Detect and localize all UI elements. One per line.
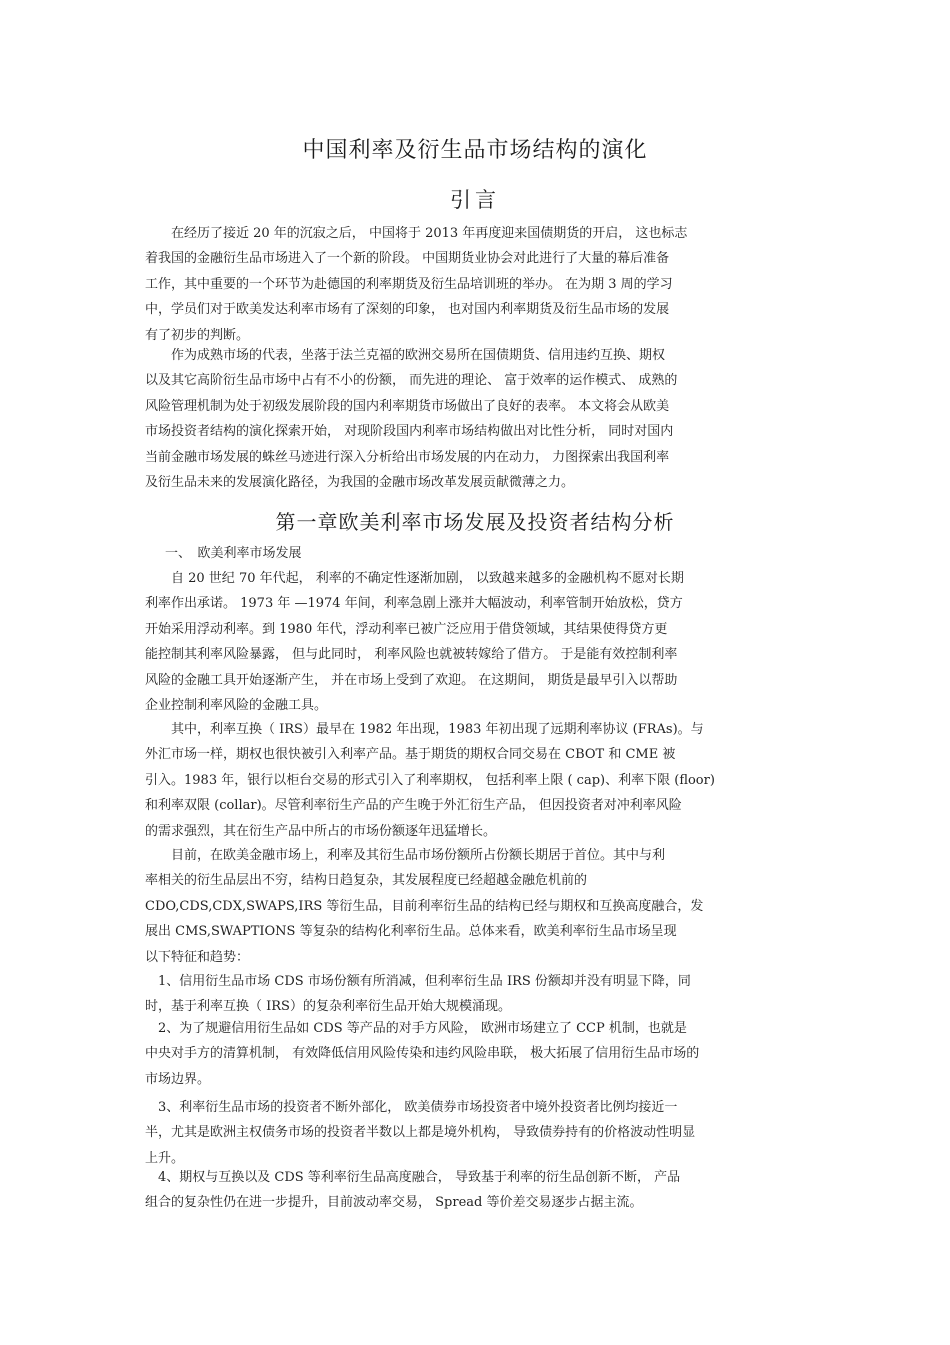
text-line: 中央对手方的清算机制， 有效降低信用风险传染和违约风险串联， 极大拓展了信用衍生品市场的 — [145, 1046, 700, 1062]
text-line: 组合的复杂性仍在进一步提升，目前波动率交易， Spread 等价差交易逐步占据主流。 — [145, 1195, 643, 1211]
text-line: 作为成熟市场的代表，坐落于法兰克福的欧洲交易所在国债期货、信用违约互换、期权 — [145, 348, 666, 363]
text-line: 目前，在欧美金融市场上，利率及其衍生品市场份额所占份额长期居于首位。其中与利 — [145, 848, 666, 863]
text-line: 1、信用衍生品市场 CDS 市场份额有所消减，但利率衍生品 IRS 份额却并没有明显下降，同 — [145, 974, 691, 989]
text-line: 当前金融市场发展的蛛丝马迹进行深入分析给出市场发展的内在动力， 力图探索出我国利率 — [145, 449, 670, 465]
section-heading: 一、 欧美利率市场发展 — [165, 546, 302, 561]
text-line: 的需求强烈，其在衍生产品中所占的市场份额逐年迅猛增长。 — [145, 823, 497, 839]
text-line: 开始采用浮动利率。到 1980 年代，浮动利率已被广泛应用于借贷领域，其结果使得贷方更 — [145, 621, 668, 637]
text-line: 中，学员们对于欧美发达利率市场有了深刻的印象， 也对国内利率期货及衍生品市场的发展 — [145, 302, 670, 318]
text-line: 及衍生品未来的发展演化路径，为我国的金融市场改革发展贡献微薄之力。 — [145, 475, 575, 491]
text-line: 3、利率衍生品市场的投资者不断外部化， 欧美债券市场投资者中境外投资者比例均接近一 — [145, 1100, 678, 1115]
text-line: 展出 CMS,SWAPTIONS 等复杂的结构化利率衍生品。总体来看，欧美利率衍生品市场呈现 — [145, 924, 677, 940]
text-line: 自 20 世纪 70 年代起， 利率的不确定性逐渐加剧， 以致越来越多的金融机构不愿对长期 — [145, 571, 684, 586]
document-title: 中国利率及衍生品市场结构的演化 — [302, 138, 648, 163]
text-line: 以下特征和趋势： — [145, 949, 250, 965]
text-line: 利率作出承诺。 1973 年 —1974 年间，利率急剧上涨并大幅波动，利率管制开始放松，贷方 — [145, 596, 683, 612]
text-line: 在经历了接近 20 年的沉寂之后， 中国将于 2013 年再度迎来国债期货的开启， 这也标志 — [145, 226, 688, 241]
text-line: 引入。1983 年，银行以柜台交易的形式引入了利率期权， 包括利率上限 ( cap)、利率下限 (floor) — [145, 772, 715, 788]
text-line: 其中，利率互换（ IRS）最早在 1982 年出现，1983 年初出现了远期利率协议 (FRAs)。与 — [145, 722, 704, 737]
chapter-paragraph-2 — [145, 717, 805, 844]
trend-item-4 — [145, 1165, 805, 1216]
text-line: 以及其它高阶衍生品市场中占有不小的份额， 而先进的理论、 富于效率的运作模式、 成熟的 — [145, 373, 678, 389]
text-line: 和利率双限 (collar)。尽管利率衍生产品的产生晚于外汇衍生产品， 但因投资者对冲利率风险 — [145, 798, 682, 814]
intro-paragraph-2 — [145, 343, 805, 495]
text-line: 有了初步的判断。 — [145, 327, 250, 343]
trend-item-2 — [145, 1016, 805, 1092]
text-line: 风险管理机制为处于初级发展阶段的国内利率期货市场做出了良好的表率。 本文将会从欧美 — [145, 398, 670, 414]
text-line: 能控制其利率风险暴露， 但与此同时， 利率风险也就被转嫁给了借方。 于是能有效控制利率 — [145, 647, 678, 663]
text-line: 市场边界。 — [145, 1071, 211, 1087]
chapter-heading: 第一章欧美利率市场发展及投资者结构分析 — [275, 510, 675, 534]
text-line: 着我国的金融衍生品市场进入了一个新的阶段。 中国期货业协会对此进行了大量的幕后准备 — [145, 251, 670, 267]
text-line: 企业控制利率风险的金融工具。 — [145, 698, 328, 714]
text-line: 4、期权与互换以及 CDS 等利率衍生品高度融合， 导致基于利率的衍生品创新不断， 产品 — [145, 1170, 681, 1185]
text-line: 市场投资者结构的演化探索开始， 对现阶段国内利率市场结构做出对比性分析， 同时对国内 — [145, 424, 674, 440]
intro-heading: 引言 — [450, 188, 500, 212]
text-line: 时，基于利率互换（ IRS）的复杂利率衍生品开始大规模涌现。 — [145, 999, 511, 1015]
trend-item-1 — [145, 969, 805, 1020]
chapter-paragraph-1 — [145, 566, 805, 718]
text-line: 工作，其中重要的一个环节为赴德国的利率期货及衍生品培训班的举办。 在为期 3 周的学习 — [145, 276, 673, 292]
text-line: 半，尤其是欧洲主权债务市场的投资者半数以上都是境外机构， 导致债券持有的价格波动性明显 — [145, 1125, 696, 1141]
text-line: CDO,CDS,CDX,SWAPS,IRS 等衍生品，目前利率衍生品的结构已经与期权和互换高度融合，发 — [145, 898, 704, 914]
text-line: 上升。 — [145, 1150, 185, 1166]
trend-item-3 — [145, 1095, 805, 1171]
chapter-paragraph-3 — [145, 843, 805, 970]
text-line: 外汇市场一样，期权也很快被引入利率产品。基于期货的期权合同交易在 CBOT 和 CME 被 — [145, 747, 676, 763]
text-line: 2、为了规避信用衍生品如 CDS 等产品的对手方风险， 欧洲市场建立了 CCP 机制，也就是 — [145, 1021, 687, 1036]
text-line: 风险的金融工具开始逐渐产生， 并在市场上受到了欢迎。 在这期间， 期货是最早引入以帮助 — [145, 672, 678, 688]
intro-paragraph-1 — [145, 221, 805, 348]
text-line: 率相关的衍生品层出不穷，结构日趋复杂，其发展程度已经超越金融危机前的 — [145, 873, 588, 889]
